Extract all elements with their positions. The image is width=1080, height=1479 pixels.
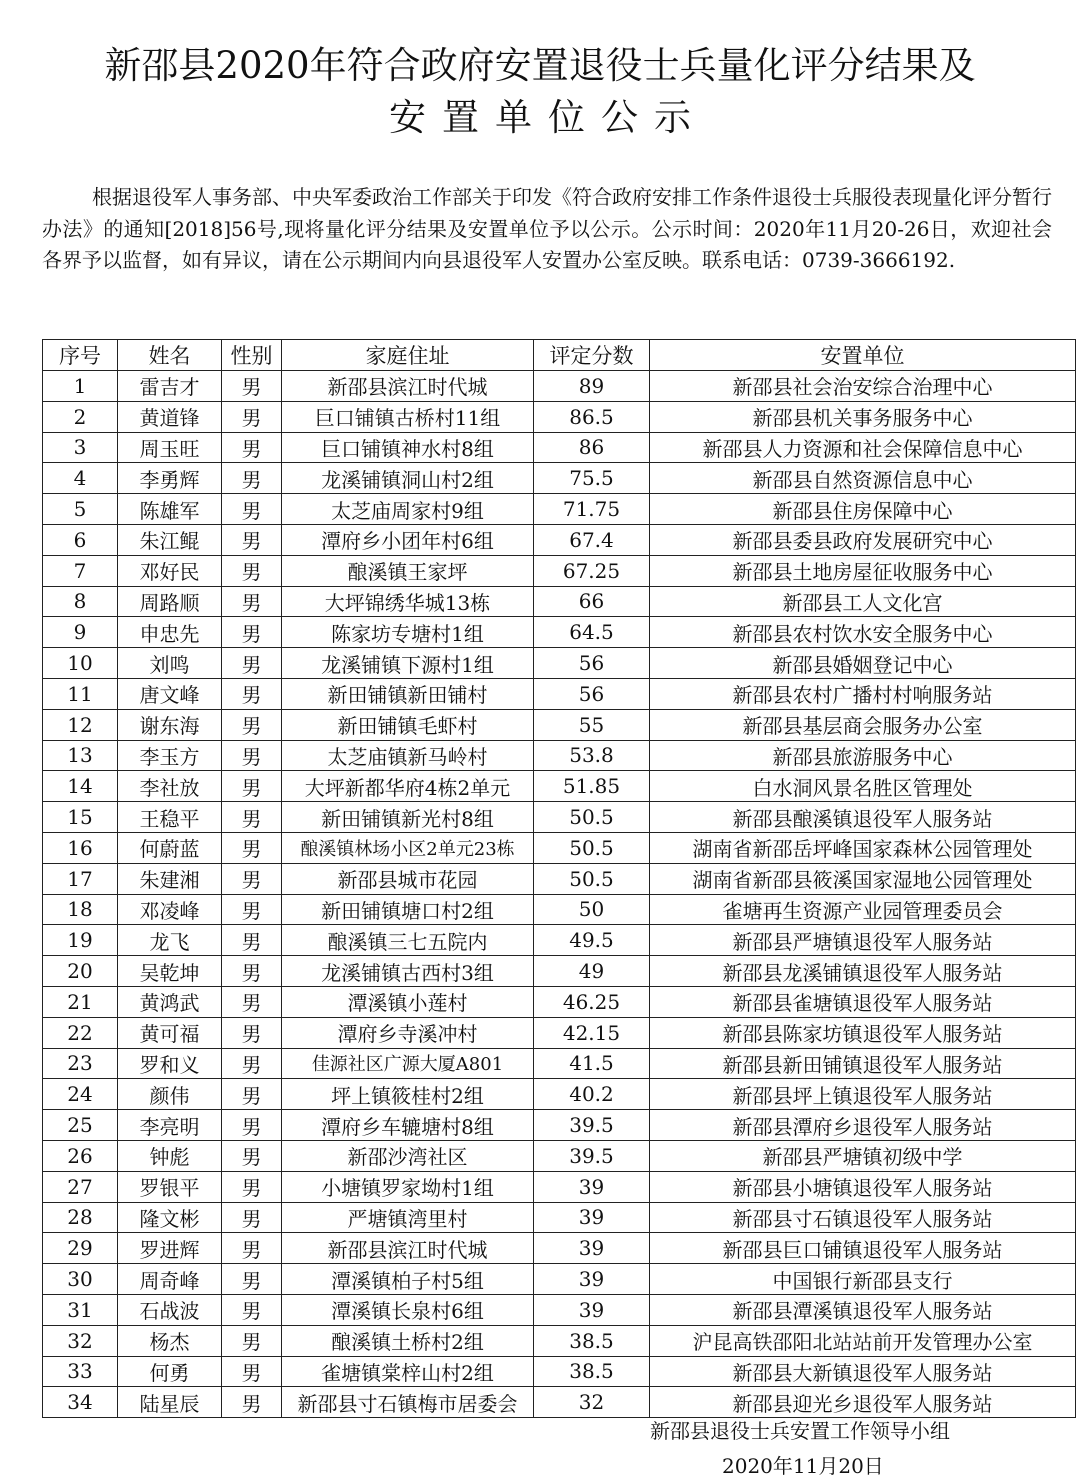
cell-name: 邓凌峰 bbox=[118, 894, 222, 925]
cell-index: 11 bbox=[43, 678, 118, 709]
cell-index: 5 bbox=[43, 494, 118, 525]
header-unit: 安置单位 bbox=[650, 340, 1076, 371]
table-row bbox=[43, 956, 1076, 987]
cell-name: 罗银平 bbox=[118, 1171, 222, 1202]
cell-address: 潭府乡小团年村6组 bbox=[282, 524, 534, 555]
cell-address: 龙溪铺镇洞山村2组 bbox=[282, 463, 534, 494]
cell-address: 潭溪镇小莲村 bbox=[282, 986, 534, 1017]
cell-address: 新田铺镇毛虾村 bbox=[282, 709, 534, 740]
cell-score: 50.5 bbox=[534, 802, 650, 833]
cell-unit: 沪昆高铁邵阳北站站前开发管理办公室 bbox=[650, 1325, 1076, 1356]
cell-unit: 新邵县严塘镇退役军人服务站 bbox=[650, 925, 1076, 956]
cell-unit: 新邵县农村饮水安全服务中心 bbox=[650, 617, 1076, 648]
cell-score: 55 bbox=[534, 709, 650, 740]
cell-unit: 新邵县社会治安综合治理中心 bbox=[650, 371, 1076, 402]
cell-name: 吴乾坤 bbox=[118, 956, 222, 987]
table-row bbox=[43, 1017, 1076, 1048]
cell-address: 坪上镇筱桂村2组 bbox=[282, 1079, 534, 1110]
cell-index: 19 bbox=[43, 925, 118, 956]
cell-name: 黄可福 bbox=[118, 1017, 222, 1048]
cell-score: 39.5 bbox=[534, 1140, 650, 1171]
cell-address: 佳源社区广源大厦A801 bbox=[282, 1048, 534, 1079]
cell-gender: 男 bbox=[222, 986, 282, 1017]
table-row bbox=[43, 986, 1076, 1017]
cell-gender: 男 bbox=[222, 1079, 282, 1110]
cell-name: 周路顺 bbox=[118, 586, 222, 617]
table-row bbox=[43, 432, 1076, 463]
cell-address: 龙溪铺镇古西村3组 bbox=[282, 956, 534, 987]
cell-name: 周奇峰 bbox=[118, 1264, 222, 1295]
cell-gender: 男 bbox=[222, 432, 282, 463]
table-row bbox=[43, 771, 1076, 802]
table-row bbox=[43, 709, 1076, 740]
cell-index: 3 bbox=[43, 432, 118, 463]
cell-score: 50 bbox=[534, 894, 650, 925]
cell-gender: 男 bbox=[222, 586, 282, 617]
cell-address: 太芝庙周家村9组 bbox=[282, 494, 534, 525]
cell-gender: 男 bbox=[222, 463, 282, 494]
cell-index: 17 bbox=[43, 863, 118, 894]
cell-gender: 男 bbox=[222, 740, 282, 771]
cell-name: 钟彪 bbox=[118, 1140, 222, 1171]
cell-address: 潭溪镇柏子村5组 bbox=[282, 1264, 534, 1295]
cell-score: 38.5 bbox=[534, 1325, 650, 1356]
cell-unit: 新邵县机关事务服务中心 bbox=[650, 401, 1076, 432]
cell-gender: 男 bbox=[222, 956, 282, 987]
table-row bbox=[43, 1171, 1076, 1202]
cell-name: 黄道锋 bbox=[118, 401, 222, 432]
cell-score: 71.75 bbox=[534, 494, 650, 525]
cell-gender: 男 bbox=[222, 894, 282, 925]
cell-address: 巨口铺镇神水村8组 bbox=[282, 432, 534, 463]
cell-index: 1 bbox=[43, 371, 118, 402]
cell-address: 新田铺镇新光村8组 bbox=[282, 802, 534, 833]
cell-gender: 男 bbox=[222, 678, 282, 709]
cell-unit: 湖南省新邵县筱溪国家湿地公园管理处 bbox=[650, 863, 1076, 894]
cell-score: 40.2 bbox=[534, 1079, 650, 1110]
cell-unit: 新邵县龙溪铺镇退役军人服务站 bbox=[650, 956, 1076, 987]
cell-gender: 男 bbox=[222, 1110, 282, 1141]
cell-unit: 新邵县新田铺镇退役军人服务站 bbox=[650, 1048, 1076, 1079]
cell-score: 89 bbox=[534, 371, 650, 402]
table-row bbox=[43, 802, 1076, 833]
table-row bbox=[43, 586, 1076, 617]
cell-name: 李社放 bbox=[118, 771, 222, 802]
cell-address: 新邵沙湾社区 bbox=[282, 1140, 534, 1171]
table-row bbox=[43, 1356, 1076, 1387]
cell-index: 28 bbox=[43, 1202, 118, 1233]
cell-unit: 新邵县大新镇退役军人服务站 bbox=[650, 1356, 1076, 1387]
cell-index: 34 bbox=[43, 1387, 118, 1418]
cell-unit: 新邵县工人文化宫 bbox=[650, 586, 1076, 617]
cell-score: 39.5 bbox=[534, 1110, 650, 1141]
cell-index: 13 bbox=[43, 740, 118, 771]
cell-unit: 新邵县人力资源和社会保障信息中心 bbox=[650, 432, 1076, 463]
cell-index: 21 bbox=[43, 986, 118, 1017]
cell-index: 2 bbox=[43, 401, 118, 432]
cell-score: 46.25 bbox=[534, 986, 650, 1017]
cell-index: 6 bbox=[43, 524, 118, 555]
cell-index: 12 bbox=[43, 709, 118, 740]
footer-organization: 新邵县退役士兵安置工作领导小组 bbox=[650, 1419, 950, 1443]
cell-score: 53.8 bbox=[534, 740, 650, 771]
cell-unit: 新邵县土地房屋征收服务中心 bbox=[650, 555, 1076, 586]
cell-address: 酿溪镇林场小区2单元23栋 bbox=[282, 832, 534, 863]
cell-name: 申忠先 bbox=[118, 617, 222, 648]
cell-score: 42.15 bbox=[534, 1017, 650, 1048]
cell-gender: 男 bbox=[222, 617, 282, 648]
cell-address: 大坪新都华府4栋2单元 bbox=[282, 771, 534, 802]
cell-score: 67.4 bbox=[534, 524, 650, 555]
placement-table bbox=[42, 339, 1076, 1418]
cell-unit: 新邵县陈家坊镇退役军人服务站 bbox=[650, 1017, 1076, 1048]
cell-gender: 男 bbox=[222, 1356, 282, 1387]
cell-name: 陆星辰 bbox=[118, 1387, 222, 1418]
cell-score: 50.5 bbox=[534, 863, 650, 894]
cell-name: 刘鸣 bbox=[118, 648, 222, 679]
cell-score: 50.5 bbox=[534, 832, 650, 863]
table-row bbox=[43, 617, 1076, 648]
table-row bbox=[43, 1233, 1076, 1264]
cell-score: 32 bbox=[534, 1387, 650, 1418]
cell-name: 石战波 bbox=[118, 1294, 222, 1325]
table-row bbox=[43, 555, 1076, 586]
cell-score: 39 bbox=[534, 1233, 650, 1264]
cell-score: 64.5 bbox=[534, 617, 650, 648]
cell-score: 49 bbox=[534, 956, 650, 987]
cell-address: 太芝庙镇新马岭村 bbox=[282, 740, 534, 771]
cell-unit: 中国银行新邵县支行 bbox=[650, 1264, 1076, 1295]
page-title-line1: 新邵县2020年符合政府安置退役士兵量化评分结果及 bbox=[104, 44, 976, 87]
cell-score: 56 bbox=[534, 678, 650, 709]
cell-score: 86 bbox=[534, 432, 650, 463]
table-row bbox=[43, 678, 1076, 709]
cell-index: 8 bbox=[43, 586, 118, 617]
cell-gender: 男 bbox=[222, 1017, 282, 1048]
cell-unit: 新邵县雀塘镇退役军人服务站 bbox=[650, 986, 1076, 1017]
table-row bbox=[43, 371, 1076, 402]
table-row bbox=[43, 1110, 1076, 1141]
cell-gender: 男 bbox=[222, 555, 282, 586]
table-row bbox=[43, 1202, 1076, 1233]
cell-index: 29 bbox=[43, 1233, 118, 1264]
cell-gender: 男 bbox=[222, 371, 282, 402]
cell-score: 49.5 bbox=[534, 925, 650, 956]
cell-index: 32 bbox=[43, 1325, 118, 1356]
footer-date: 2020年11月20日 bbox=[722, 1454, 884, 1478]
cell-gender: 男 bbox=[222, 524, 282, 555]
cell-gender: 男 bbox=[222, 1140, 282, 1171]
cell-address: 酿溪镇土桥村2组 bbox=[282, 1325, 534, 1356]
cell-name: 李勇辉 bbox=[118, 463, 222, 494]
cell-gender: 男 bbox=[222, 1202, 282, 1233]
table-row bbox=[43, 494, 1076, 525]
table-row bbox=[43, 401, 1076, 432]
cell-index: 25 bbox=[43, 1110, 118, 1141]
cell-index: 7 bbox=[43, 555, 118, 586]
cell-unit: 新邵县潭府乡退役军人服务站 bbox=[650, 1110, 1076, 1141]
table-row bbox=[43, 648, 1076, 679]
cell-address: 巨口铺镇古桥村11组 bbox=[282, 401, 534, 432]
cell-name: 周玉旺 bbox=[118, 432, 222, 463]
cell-gender: 男 bbox=[222, 863, 282, 894]
cell-index: 30 bbox=[43, 1264, 118, 1295]
cell-index: 15 bbox=[43, 802, 118, 833]
cell-name: 雷吉才 bbox=[118, 371, 222, 402]
table-row bbox=[43, 1140, 1076, 1171]
cell-name: 陈雄军 bbox=[118, 494, 222, 525]
cell-index: 16 bbox=[43, 832, 118, 863]
table-row bbox=[43, 1387, 1076, 1418]
cell-score: 67.25 bbox=[534, 555, 650, 586]
cell-address: 大坪锦绣华城13栋 bbox=[282, 586, 534, 617]
cell-address: 潭府乡车辘塘村8组 bbox=[282, 1110, 534, 1141]
table-row bbox=[43, 832, 1076, 863]
cell-score: 38.5 bbox=[534, 1356, 650, 1387]
cell-gender: 男 bbox=[222, 1294, 282, 1325]
table-row bbox=[43, 463, 1076, 494]
cell-name: 罗和义 bbox=[118, 1048, 222, 1079]
cell-address: 酿溪镇王家坪 bbox=[282, 555, 534, 586]
table-row bbox=[43, 1079, 1076, 1110]
cell-address: 新邵县滨江时代城 bbox=[282, 371, 534, 402]
cell-unit: 雀塘再生资源产业园管理委员会 bbox=[650, 894, 1076, 925]
cell-name: 李玉方 bbox=[118, 740, 222, 771]
cell-score: 66 bbox=[534, 586, 650, 617]
header-index: 序号 bbox=[43, 340, 118, 371]
cell-unit: 新邵县酿溪镇退役军人服务站 bbox=[650, 802, 1076, 833]
cell-index: 14 bbox=[43, 771, 118, 802]
cell-index: 18 bbox=[43, 894, 118, 925]
cell-name: 唐文峰 bbox=[118, 678, 222, 709]
cell-gender: 男 bbox=[222, 1233, 282, 1264]
cell-score: 39 bbox=[534, 1264, 650, 1295]
cell-address: 新田铺镇新田铺村 bbox=[282, 678, 534, 709]
cell-name: 隆文彬 bbox=[118, 1202, 222, 1233]
table-row bbox=[43, 524, 1076, 555]
cell-name: 何勇 bbox=[118, 1356, 222, 1387]
cell-name: 王稳平 bbox=[118, 802, 222, 833]
cell-address: 新邵县滨江时代城 bbox=[282, 1233, 534, 1264]
cell-gender: 男 bbox=[222, 1264, 282, 1295]
cell-unit: 白水洞风景名胜区管理处 bbox=[650, 771, 1076, 802]
cell-gender: 男 bbox=[222, 1387, 282, 1418]
cell-index: 33 bbox=[43, 1356, 118, 1387]
table-header-row bbox=[43, 340, 1076, 371]
cell-name: 朱建湘 bbox=[118, 863, 222, 894]
cell-gender: 男 bbox=[222, 1325, 282, 1356]
cell-unit: 新邵县巨口铺镇退役军人服务站 bbox=[650, 1233, 1076, 1264]
cell-score: 39 bbox=[534, 1294, 650, 1325]
cell-index: 10 bbox=[43, 648, 118, 679]
cell-gender: 男 bbox=[222, 832, 282, 863]
cell-index: 9 bbox=[43, 617, 118, 648]
table-row bbox=[43, 925, 1076, 956]
cell-unit: 新邵县坪上镇退役军人服务站 bbox=[650, 1079, 1076, 1110]
cell-unit: 新邵县潭溪镇退役军人服务站 bbox=[650, 1294, 1076, 1325]
cell-name: 龙飞 bbox=[118, 925, 222, 956]
cell-unit: 湖南省新邵岳坪峰国家森林公园管理处 bbox=[650, 832, 1076, 863]
cell-name: 何蔚蓝 bbox=[118, 832, 222, 863]
cell-gender: 男 bbox=[222, 648, 282, 679]
cell-address: 龙溪铺镇下源村1组 bbox=[282, 648, 534, 679]
header-gender: 性别 bbox=[222, 340, 282, 371]
cell-name: 李亮明 bbox=[118, 1110, 222, 1141]
cell-address: 新田铺镇塘口村2组 bbox=[282, 894, 534, 925]
cell-unit: 新邵县旅游服务中心 bbox=[650, 740, 1076, 771]
cell-score: 86.5 bbox=[534, 401, 650, 432]
cell-unit: 新邵县迎光乡退役军人服务站 bbox=[650, 1387, 1076, 1418]
cell-score: 75.5 bbox=[534, 463, 650, 494]
cell-gender: 男 bbox=[222, 802, 282, 833]
cell-score: 39 bbox=[534, 1171, 650, 1202]
cell-score: 41.5 bbox=[534, 1048, 650, 1079]
table-row bbox=[43, 1325, 1076, 1356]
header-score: 评定分数 bbox=[534, 340, 650, 371]
cell-address: 潭溪镇长泉村6组 bbox=[282, 1294, 534, 1325]
cell-name: 朱江鲲 bbox=[118, 524, 222, 555]
intro-paragraph: 根据退役军人事务部、中央军委政治工作部关于印发《符合政府安排工作条件退役士兵服役表现量化评分暂行办法》的通知[2018]56号,现将量化评分结果及安置单位予以公示。公示时间：2020年11月20-26日，欢迎社会各界予以监督，如有异议，请在公示期间内向县退役军人安置办公室反映。联系电话：0739-3666192. bbox=[42, 185, 1052, 272]
cell-index: 23 bbox=[43, 1048, 118, 1079]
header-name: 姓名 bbox=[118, 340, 222, 371]
table-row bbox=[43, 1294, 1076, 1325]
cell-name: 邓好民 bbox=[118, 555, 222, 586]
cell-score: 39 bbox=[534, 1202, 650, 1233]
cell-index: 20 bbox=[43, 956, 118, 987]
cell-gender: 男 bbox=[222, 771, 282, 802]
cell-address: 雀塘镇棠梓山村2组 bbox=[282, 1356, 534, 1387]
cell-gender: 男 bbox=[222, 925, 282, 956]
cell-address: 潭府乡寺溪冲村 bbox=[282, 1017, 534, 1048]
cell-gender: 男 bbox=[222, 494, 282, 525]
cell-name: 颜伟 bbox=[118, 1079, 222, 1110]
cell-index: 27 bbox=[43, 1171, 118, 1202]
table-row bbox=[43, 1264, 1076, 1295]
table-row bbox=[43, 863, 1076, 894]
table-body bbox=[43, 371, 1076, 1418]
header-address: 家庭住址 bbox=[282, 340, 534, 371]
table-row bbox=[43, 1048, 1076, 1079]
cell-index: 24 bbox=[43, 1079, 118, 1110]
cell-index: 26 bbox=[43, 1140, 118, 1171]
cell-unit: 新邵县小塘镇退役军人服务站 bbox=[650, 1171, 1076, 1202]
table-row bbox=[43, 740, 1076, 771]
table-row bbox=[43, 894, 1076, 925]
cell-index: 31 bbox=[43, 1294, 118, 1325]
cell-gender: 男 bbox=[222, 1048, 282, 1079]
cell-address: 新邵县城市花园 bbox=[282, 863, 534, 894]
cell-score: 56 bbox=[534, 648, 650, 679]
cell-name: 罗进辉 bbox=[118, 1233, 222, 1264]
cell-unit: 新邵县委县政府发展研究中心 bbox=[650, 524, 1076, 555]
cell-gender: 男 bbox=[222, 709, 282, 740]
cell-name: 谢东海 bbox=[118, 709, 222, 740]
cell-address: 陈家坊专塘村1组 bbox=[282, 617, 534, 648]
cell-address: 严塘镇湾里村 bbox=[282, 1202, 534, 1233]
cell-score: 51.85 bbox=[534, 771, 650, 802]
cell-index: 4 bbox=[43, 463, 118, 494]
cell-unit: 新邵县自然资源信息中心 bbox=[650, 463, 1076, 494]
cell-name: 黄鸿武 bbox=[118, 986, 222, 1017]
cell-unit: 新邵县住房保障中心 bbox=[650, 494, 1076, 525]
cell-gender: 男 bbox=[222, 1171, 282, 1202]
cell-address: 小塘镇罗家坳村1组 bbox=[282, 1171, 534, 1202]
cell-unit: 新邵县婚姻登记中心 bbox=[650, 648, 1076, 679]
cell-address: 新邵县寸石镇梅市居委会 bbox=[282, 1387, 534, 1418]
page-title-line2: 安置单位公示 bbox=[389, 96, 707, 139]
cell-unit: 新邵县农村广播村村响服务站 bbox=[650, 678, 1076, 709]
cell-name: 杨杰 bbox=[118, 1325, 222, 1356]
cell-unit: 新邵县基层商会服务办公室 bbox=[650, 709, 1076, 740]
cell-unit: 新邵县寸石镇退役军人服务站 bbox=[650, 1202, 1076, 1233]
cell-gender: 男 bbox=[222, 401, 282, 432]
cell-unit: 新邵县严塘镇初级中学 bbox=[650, 1140, 1076, 1171]
cell-address: 酿溪镇三七五院内 bbox=[282, 925, 534, 956]
cell-index: 22 bbox=[43, 1017, 118, 1048]
